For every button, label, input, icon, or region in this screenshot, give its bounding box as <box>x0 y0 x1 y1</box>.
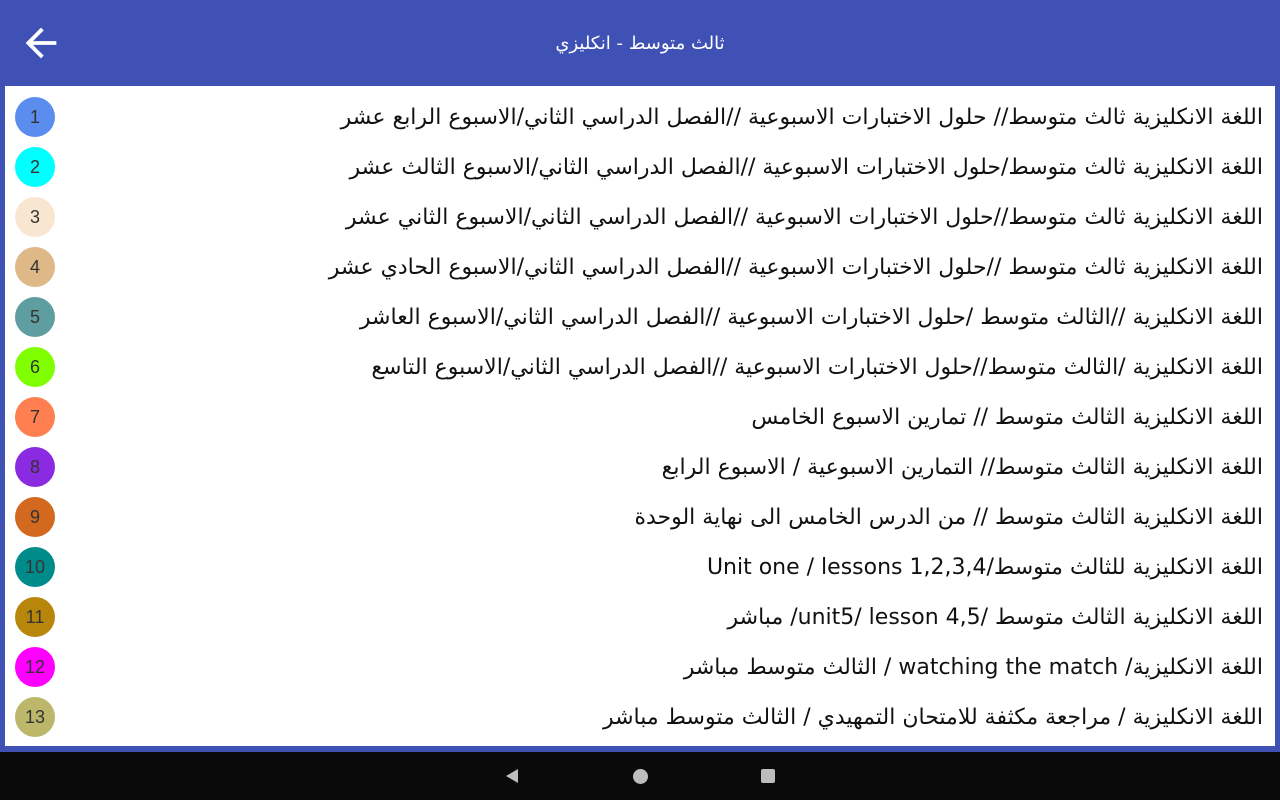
list-item-label: اللغة الانكليزية / مراجعة مكثفة للامتحان التمهيدي / الثالث متوسط مباشر <box>602 704 1263 730</box>
page-title: ثالث متوسط - انكليزي <box>555 32 725 54</box>
list-item[interactable] <box>5 492 1275 542</box>
number-badge: 13 <box>15 697 55 737</box>
number-badge: 6 <box>15 347 55 387</box>
list-item[interactable] <box>5 542 1275 592</box>
nav-back-button[interactable] <box>488 752 536 800</box>
list-item[interactable] <box>5 442 1275 492</box>
number-badge: 11 <box>15 597 55 637</box>
list-item-label: اللغة الانكليزية الثالث متوسط /unit5/ lesson 4,5/ مباشر <box>727 604 1263 630</box>
nav-home-button[interactable] <box>616 752 664 800</box>
number-badge: 1 <box>15 97 55 137</box>
number-badge: 9 <box>15 497 55 537</box>
number-badge: 8 <box>15 447 55 487</box>
number-badge: 10 <box>15 547 55 587</box>
list-item[interactable] <box>5 142 1275 192</box>
list-item-label: اللغة الانكليزية للثالث متوسط/Unit one / lessons 1,2,3,4 <box>706 554 1263 580</box>
list-item[interactable] <box>5 242 1275 292</box>
list-item[interactable] <box>5 192 1275 242</box>
number-badge: 2 <box>15 147 55 187</box>
list-item[interactable] <box>5 292 1275 342</box>
list-item-label: اللغة الانكليزية الثالث متوسط // من الدرس الخامس الى نهاية الوحدة <box>634 504 1263 530</box>
number-badge: 12 <box>15 647 55 687</box>
list-item[interactable] <box>5 392 1275 442</box>
number-badge: 7 <box>15 397 55 437</box>
number-badge: 3 <box>15 197 55 237</box>
list-item-label: اللغة الانكليزية ثالث متوسط //حلول الاختبارات الاسبوعية //الفصل الدراسي الثاني/الاسبوع الحادي عشر <box>328 254 1263 280</box>
square-recents-icon <box>761 769 775 783</box>
list-item[interactable] <box>5 92 1275 142</box>
app-bar <box>0 0 1280 86</box>
list-item[interactable] <box>5 642 1275 692</box>
nav-recents-button[interactable] <box>744 752 792 800</box>
list-item[interactable] <box>5 692 1275 742</box>
list-item-label: اللغة الانكليزية /الثالث متوسط//حلول الاختبارات الاسبوعية //الفصل الدراسي الثاني/الاسبوع التاسع <box>371 354 1263 380</box>
list-item-label: اللغة الانكليزية ثالث متوسط//حلول الاختبارات الاسبوعية //الفصل الدراسي الثاني/الاسبوع الثاني عشر <box>345 204 1263 230</box>
number-badge: 5 <box>15 297 55 337</box>
number-badge: 4 <box>15 247 55 287</box>
list-item[interactable] <box>5 592 1275 642</box>
list-item-label: اللغة الانكليزية الثالث متوسط // تمارين الاسبوع الخامس <box>751 404 1263 430</box>
lesson-list <box>5 86 1275 746</box>
triangle-back-icon <box>506 769 518 783</box>
circle-home-icon <box>633 769 648 784</box>
list-item-label: اللغة الانكليزية ثالث متوسط// حلول الاختبارات الاسبوعية //الفصل الدراسي الثاني/الاسبوع الرابع عشر <box>340 104 1263 130</box>
list-item-label: اللغة الانكليزية //الثالث متوسط /حلول الاختبارات الاسبوعية //الفصل الدراسي الثاني/الاسبوع العاشر <box>359 304 1263 330</box>
list-item-label: اللغة الانكليزية ثالث متوسط/حلول الاختبارات الاسبوعية //الفصل الدراسي الثاني/الاسبوع الثالث عشر <box>349 154 1263 180</box>
list-item-label: اللغة الانكليزية الثالث متوسط// التمارين الاسبوعية / الاسبوع الرابع <box>661 454 1263 480</box>
list-item[interactable] <box>5 342 1275 392</box>
list-item-label: اللغة الانكليزية/ watching the match / الثالث متوسط مباشر <box>683 654 1263 680</box>
system-nav-bar <box>0 752 1280 800</box>
